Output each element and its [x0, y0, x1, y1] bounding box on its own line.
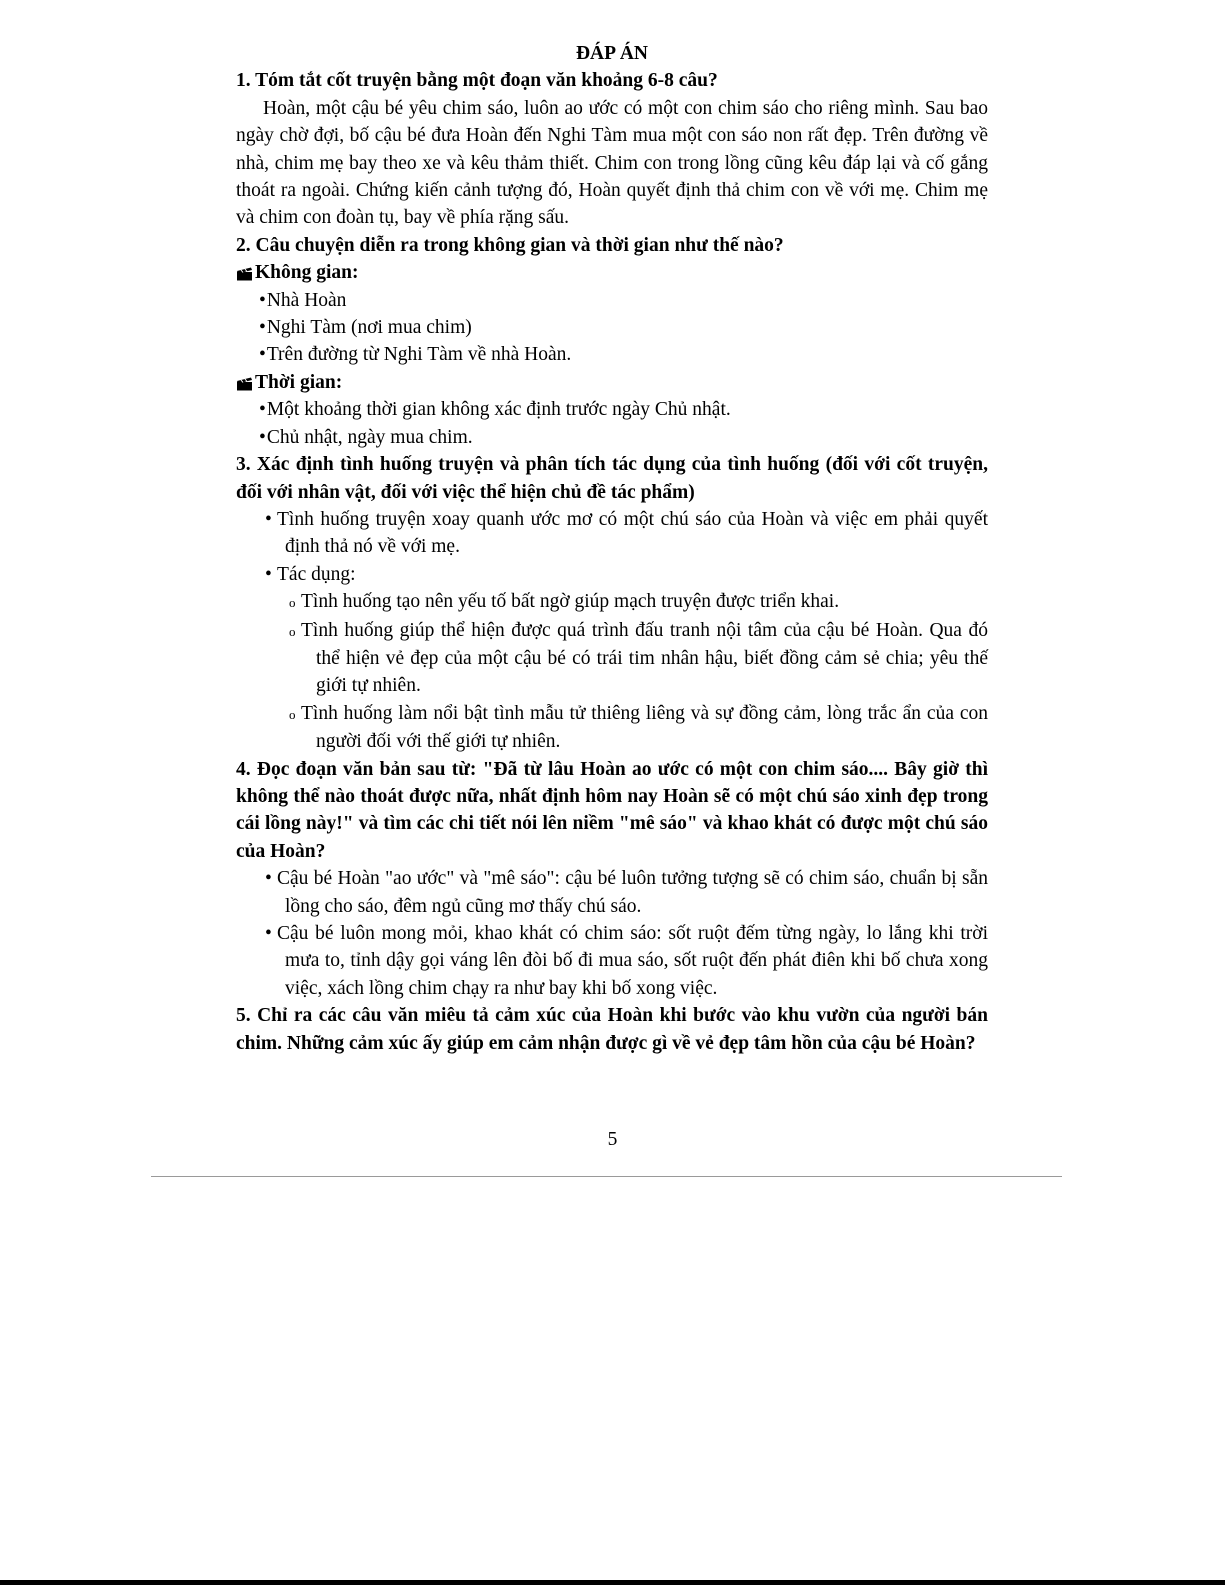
question-3: 3. Xác định tình huống truyện và phân tích tác dụng của tình huống (đối với cốt truyện, đối với nhân vật, đối với việc thể hiện chủ đề tác phẩm) [236, 454, 988, 503]
page-bottom-edge [0, 1580, 1225, 1585]
answer-4-bullet-1: • Cậu bé Hoàn "ao ước" và "mê sáo": cậu bé luôn tưởng tượng sẽ có chim sáo, chuẩn bị sẵn lồng cho sáo, đêm ngủ cũng mơ thấy chú sáo. [240, 865, 988, 920]
answer-1-paragraph: Hoàn, một cậu bé yêu chim sáo, luôn ao ước có một con chim sáo cho riêng mình. Sau bao ngày chờ đợi, bố cậu bé đưa Hoàn đến Nghi Tàm mua một con sáo non rất đẹp. Trên đường về nhà, chim mẹ bay theo xe và kêu thảm thiết. Chim con trong lồng cũng kêu đáp lại và cố gắng thoát ra ngoài. Chứng kiến cảnh tượng đó, Hoàn quyết định thả chim con về với mẹ. Chim mẹ và chim con đoàn tụ, bay về phía rặng sấu. [236, 97, 988, 229]
bullet-icon: • [265, 563, 272, 585]
page-number: 5 [607, 1129, 618, 1150]
answer-3-sub-item: o Tình huống giúp thể hiện được quá trình đấu tranh nội tâm của cậu bé Hoàn. Qua đó thể hiện vẻ đẹp của một cậu bé có trái tim nhân hậu, biết đồng cảm sẻ chia; yêu thế giới tự nhiên. [289, 619, 988, 697]
bullet-icon: • [265, 923, 272, 944]
bullet-icon: • [259, 344, 266, 366]
circle-bullet-icon: o [289, 623, 296, 639]
list-item: •Nhà Hoàn [259, 289, 347, 311]
answer-3-sub-item: o Tình huống tạo nên yếu tố bất ngờ giúp mạch truyện được triển khai. [236, 588, 988, 616]
clapperboard-icon [236, 377, 253, 391]
document-page [236, 40, 988, 1057]
question-5: 5. Chỉ ra các câu văn miêu tả cảm xúc của Hoàn khi bước vào khu vườn của người bán chim. Những cảm xúc ấy giúp em cảm nhận được gì về vẻ đẹp tâm hồn của cậu bé Hoàn? [236, 1005, 988, 1054]
list-item: •Nghi Tàm (nơi mua chim) [259, 317, 472, 339]
bullet-icon: • [265, 508, 272, 530]
circle-bullet-icon: o [289, 706, 296, 722]
question-1: 1. Tóm tắt cốt truyện bằng một đoạn văn khoảng 6-8 câu? [236, 70, 718, 92]
answer-3-bullet-2: • Tác dụng: [240, 561, 988, 588]
question-2: 2. Câu chuyện diễn ra trong không gian và thời gian như thế nào? [236, 234, 784, 256]
time-list [236, 396, 988, 451]
answer-3-sub-item: o Tình huống làm nổi bật tình mẫu tử thiêng liêng và sự đồng cảm, lòng trắc ẩn của con người đối với thế giới tự nhiên. [289, 702, 988, 753]
time-heading [236, 369, 988, 396]
circle-bullet-icon: o [289, 595, 296, 611]
clapperboard-icon [236, 267, 253, 281]
bullet-icon: • [265, 868, 272, 890]
question-4: 4. Đọc đoạn văn bản sau từ: "Đã từ lâu Hoàn ao ước có một con chim sáo.... Bây giờ thì không thể nào thoát được nữa, nhất định hôm nay Hoàn sẽ có một chú sáo xinh đẹp trong cái lồng này!" và tìm các chi tiết nói lên niềm "mê sáo" và khao khát có được một chú sáo của Hoàn? [236, 758, 988, 862]
list-item: •Chủ nhật, ngày mua chim. [259, 426, 473, 448]
answer-3-bullet-1: • Tình huống truyện xoay quanh ước mơ có một chú sáo của Hoàn và việc em phải quyết định thả nó về với mẹ. [240, 506, 988, 561]
list-item: •Một khoảng thời gian không xác định trước ngày Chủ nhật. [259, 399, 731, 421]
space-heading-label: Không gian: [255, 262, 359, 284]
bullet-icon: • [259, 317, 266, 339]
space-list [236, 287, 988, 369]
answer-4-bullet-2: • Cậu bé luôn mong mỏi, khao khát có chim sáo: sốt ruột đếm từng ngày, lo lắng khi trời mưa to, tỉnh dậy gọi váng lên đòi bố đi mua sáo, sốt ruột đến phát điên khi bố chưa xong việc, xách lồng chim chạy ra như bay khi bố xong việc. [240, 920, 988, 1002]
list-item: •Trên đường từ Nghi Tàm về nhà Hoàn. [259, 344, 572, 366]
space-heading [236, 259, 988, 286]
bullet-icon: • [259, 289, 266, 311]
bullet-icon: • [259, 399, 266, 421]
time-heading-label: Thời gian: [255, 371, 343, 393]
page-divider [151, 1176, 1062, 1177]
page-title: ĐÁP ÁN [575, 43, 649, 64]
bullet-icon: • [259, 426, 266, 448]
